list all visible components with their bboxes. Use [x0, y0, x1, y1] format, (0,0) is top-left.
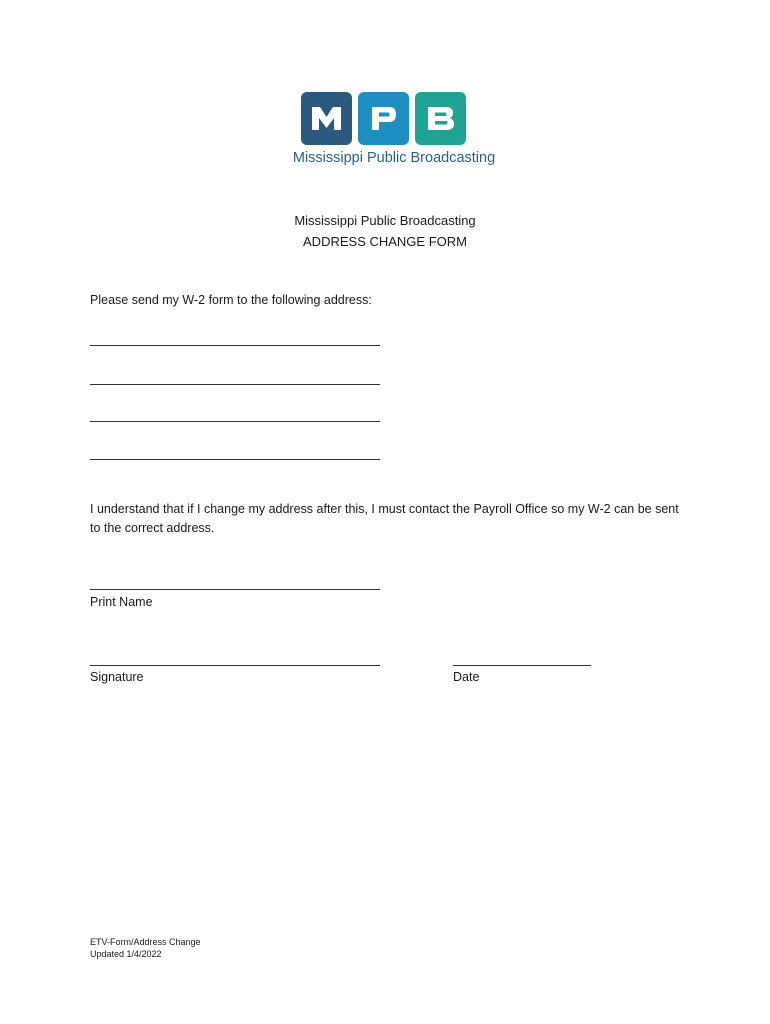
logo-tile-b — [415, 92, 466, 145]
logo-subtitle: Mississippi Public Broadcasting — [292, 150, 496, 166]
logo-letter-m — [301, 92, 352, 145]
signature-label: Signature — [90, 670, 144, 684]
signature-line[interactable] — [90, 665, 380, 666]
print-name-line[interactable] — [90, 589, 380, 590]
logo-tile-p — [358, 92, 409, 145]
form-title: ADDRESS CHANGE FORM — [303, 234, 467, 249]
acknowledgement-text: I understand that if I change my address after this, I must contact the Payroll Office so my W-2 can be sent to the correct address. — [90, 502, 679, 535]
logo-tile-m — [301, 92, 352, 145]
footer-updated: Updated 1/4/2022 — [90, 949, 162, 959]
org-name: Mississippi Public Broadcasting — [294, 213, 476, 228]
footer — [90, 936, 201, 960]
footer-form-id: ETV-Form/Address Change — [90, 937, 201, 947]
logo-letter-p — [358, 92, 409, 145]
date-line[interactable] — [453, 665, 591, 666]
form-header — [0, 210, 770, 252]
address-line-4[interactable] — [90, 459, 380, 460]
address-line-2[interactable] — [90, 384, 380, 385]
intro-text: Please send my W-2 form to the following address: — [90, 293, 372, 307]
print-name-label: Print Name — [90, 595, 153, 609]
mpb-logo — [292, 92, 496, 172]
logo-letter-b — [415, 92, 466, 145]
address-line-3[interactable] — [90, 421, 380, 422]
address-line-1[interactable] — [90, 345, 380, 346]
date-label: Date — [453, 670, 480, 684]
